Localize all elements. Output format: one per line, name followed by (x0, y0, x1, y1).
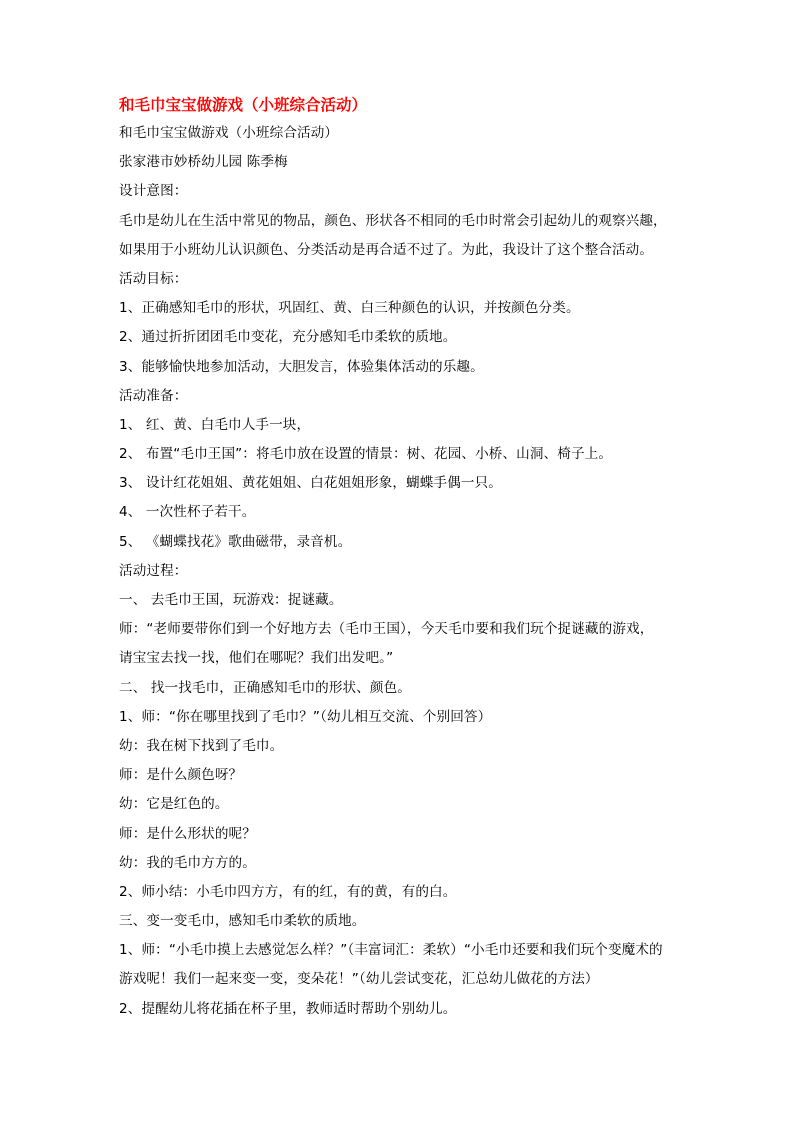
process-step-heading: 三、变一变毛巾，感知毛巾柔软的质地。 (119, 913, 366, 930)
preparation-item: 1、 红、黄、白毛巾人手一块， (119, 416, 311, 433)
subtitle-line: 和毛巾宝宝做游戏（小班综合活动） (119, 125, 339, 141)
dialogue-line: 游戏呢！我们一起来变一变，变朵花！”（幼儿尝试变花，汇总幼儿做花的方法） (119, 971, 599, 988)
dialogue-line: 师：是什么形状的呢？ (119, 825, 256, 842)
process-step-heading: 一、 去毛巾王国，玩游戏：捉谜藏。 (119, 592, 343, 608)
instruction-line: 2、提醒幼儿将花插在杯子里，教师适时帮助个别幼儿。 (119, 1000, 457, 1017)
dialogue-line: 1、师：“小毛巾摸上去感觉怎么样？”（丰富词汇：柔软）“小毛巾还要和我们玩个变魔术的 (119, 942, 663, 959)
preparation-item: 3、 设计红花姐姐、黄花姐姐、白花姐姐形象，蝴蝶手偶一只。 (119, 475, 502, 492)
dialogue-line: 1、师：“你在哪里找到了毛巾？”（幼儿相互交流、个别回答） (119, 708, 492, 725)
dialogue-line: 幼：我在树下找到了毛巾。 (119, 737, 284, 754)
dialogue-line: 幼：我的毛巾方方的。 (119, 854, 256, 871)
dialogue-line: 请宝宝去找一找，他们在哪呢？我们出发吧。” (119, 650, 394, 667)
paragraph-line: 如果用于小班幼儿认识颜色、分类活动是再合适不过了。为此，我设计了这个整合活动。 (119, 241, 654, 258)
dialogue-line: 师：“老师要带你们到一个好地方去（毛巾王国），今天毛巾要和我们玩个捉谜藏的游戏， (119, 621, 654, 638)
preparation-item: 4、 一次性杯子若干。 (119, 504, 256, 521)
dialogue-line: 师：是什么颜色呀？ (119, 767, 243, 784)
dialogue-line: 幼：它是红色的。 (119, 796, 229, 813)
goal-item: 2、通过折折团团毛巾变花，充分感知毛巾柔软的质地。 (119, 329, 457, 346)
goal-item: 3、能够愉快地参加活动，大胆发言，体验集体活动的乐趣。 (119, 358, 484, 375)
preparation-item: 2、 布置“毛巾王国”：将毛巾放在设置的情景：树、花园、小桥、山洞、椅子上。 (119, 446, 613, 463)
section-heading-goals: 活动目标： (119, 270, 188, 287)
document-body (119, 119, 679, 1024)
process-step-heading: 二、 找一找毛巾，正确感知毛巾的形状、颜色。 (119, 679, 411, 696)
section-heading-process: 活动过程： (119, 562, 188, 579)
preparation-item: 5、 《蝴蝶找花》歌曲磁带，录音机。 (119, 533, 352, 550)
document-title: 和毛巾宝宝做游戏（小班综合活动） (119, 95, 368, 114)
summary-line: 2、师小结：小毛巾四方方，有的红，有的黄，有的白。 (119, 883, 457, 900)
author-line: 张家港市妙桥幼儿园 陈季梅 (119, 154, 288, 171)
paragraph-line: 毛巾是幼儿在生活中常见的物品，颜色、形状各不相同的毛巾时常会引起幼儿的观察兴趣， (119, 212, 667, 229)
goal-item: 1、正确感知毛巾的形状，巩固红、黄、白三种颜色的认识，并按颜色分类。 (119, 300, 580, 317)
section-heading-design-intent: 设计意图： (119, 183, 188, 200)
section-heading-preparation: 活动准备： (119, 387, 188, 404)
